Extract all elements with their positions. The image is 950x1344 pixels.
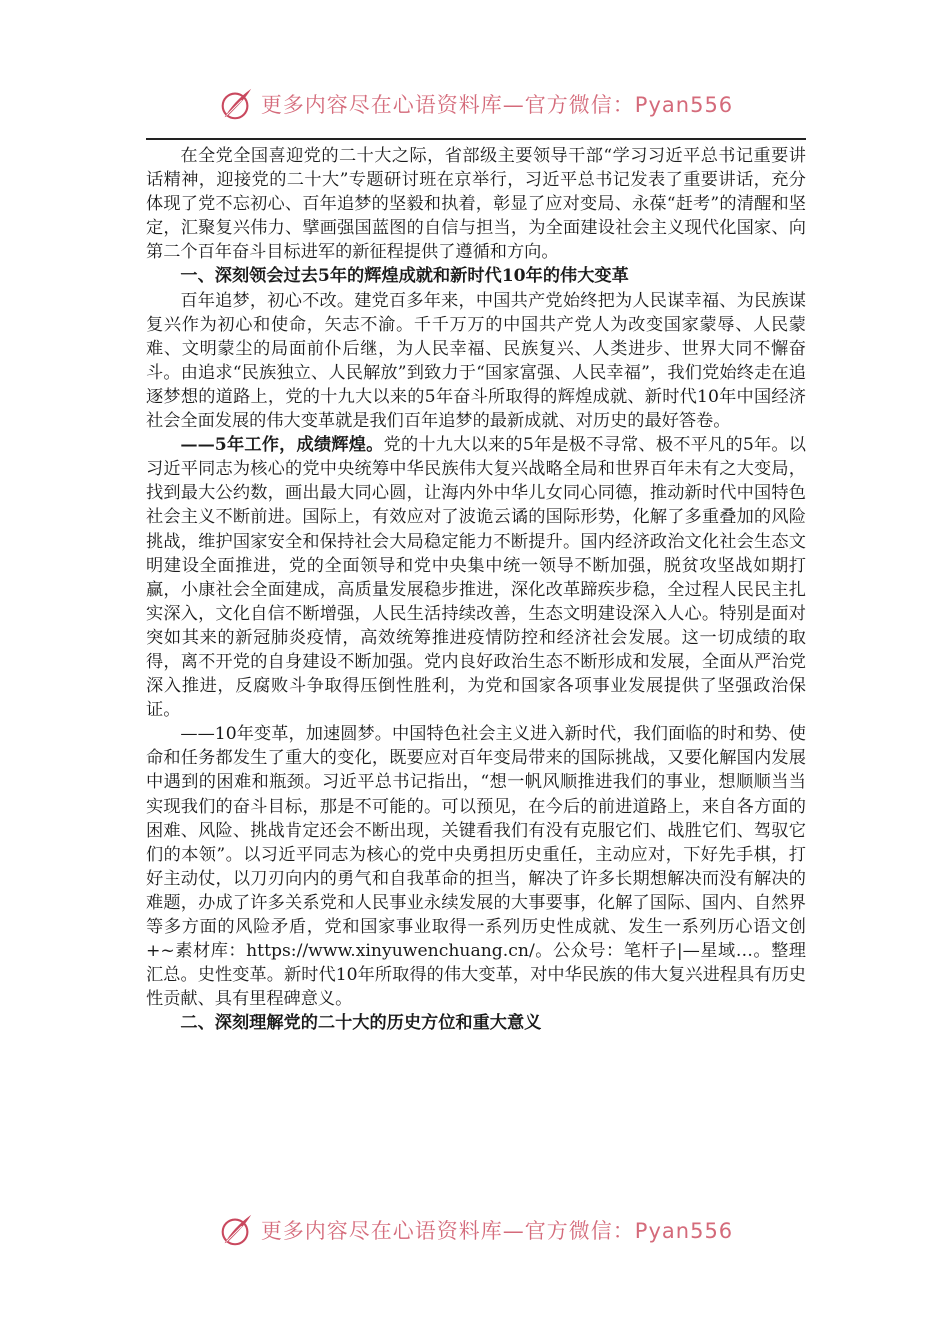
quill-logo-icon: [217, 1211, 255, 1249]
paragraph-2-lead: ——5年工作，成绩辉煌。: [180, 435, 384, 456]
paragraph-1: 百年追梦，初心不改。建党百多年来，中国共产党始终把为人民谋幸福、为民族谋复兴作为初心和使命，矢志不渝。千千万万的中国共产党人为改变国家蒙辱、人民蒙难、文明蒙尘的局面前仆后继，为人民幸福、民族复兴、人类进步、世界大同不懈奋斗。由追求“民族独立、人民解放”到致力于“国家富强、人民幸福”，我们党始终走在追逐梦想的道路上，党的十九大以来的5年奋斗所取得的辉煌成就、新时代10年中国经济社会全面发展的伟大变革就是我们百年追梦的最新成就、对历史的最好答卷。: [146, 290, 806, 432]
header-banner-text: 更多内容尽在心语资料库—官方微信：Pyan556: [260, 93, 734, 117]
article-body: [146, 144, 806, 1035]
section-heading-2: 二、深刻理解党的二十大的历史方位和重大意义: [180, 1013, 542, 1034]
header-banner: [0, 82, 950, 126]
paragraph-3: ——10年变革，加速圆梦。中国特色社会主义进入新时代，我们面临的时和势、使命和任务都发生了重大的变化，既要应对百年变局带来的国际挑战，又要化解国内发展中遇到的困难和瓶颈。习近平总书记指出，“想一帆风顺推进我们的事业，想顺顺当当实现我们的奋斗目标，那是不可能的。可以预见，在今后的前进道路上，来自各方面的困难、风险、挑战肯定还会不断出现，关键看我们有没有克服它们、战胜它们、驾驭它们的本领”。以习近平同志为核心的党中央勇担历史重任，主动应对，下好先手棋，打好主动仗，以刀刃向内的勇气和自我革命的担当，解决了许多长期想解决而没有解决的难题，办成了许多关系党和人民事业永续发展的大事要事，化解了国际、国内、自然界等多方面的风险矛盾，党和国家事业取得一系列历史性成就、发生一系列历心语文创+~素材库：https://www.xinyuwenchuang.cn/。公众号：笔杆子|—星域…。整理汇总。史性变革。新时代10年所取得的伟大变革，对中华民族的伟大复兴进程具有历史性贡献、具有里程碑意义。: [146, 724, 806, 1010]
section-heading-1: 一、深刻领会过去5年的辉煌成就和新时代10年的伟大变革: [180, 266, 629, 287]
footer-banner: [0, 1208, 950, 1252]
paragraph-2-body: 党的十九大以来的5年是极不寻常、极不平凡的5年。以习近平同志为核心的党中央统筹中华民族伟大复兴战略全局和世界百年未有之大变局，找到最大公约数，画出最大同心圆，让海内外中华儿女同心同德，推动新时代中国特色社会主义不断前进。国际上，有效应对了波诡云谲的国际形势，化解了多重叠加的风险挑战，维护国家安全和保持社会大局稳定能力不断提升。国内经济政治文化社会生态文明建设全面推进，党的全面领导和党中央集中统一领导不断加强，脱贫攻坚战如期打赢，小康社会全面建成，高质量发展稳步推进，深化改革蹄疾步稳，全过程人民民主扎实深入，文化自信不断增强，人民生活持续改善，生态文明建设深入人心。特别是面对突如其来的新冠肺炎疫情，高效统筹推进疫情防控和经济社会发展。这一切成绩的取得，离不开党的自身建设不断加强。党内良好政治生态不断形成和发展，全面从严治党深入推进，反腐败斗争取得压倒性胜利，为党和国家各项事业发展提供了坚强政治保证。: [146, 435, 806, 721]
footer-banner-text: 更多内容尽在心语资料库—官方微信：Pyan556: [260, 1219, 734, 1243]
intro-paragraph: 在全党全国喜迎党的二十大之际，省部级主要领导干部“学习习近平总书记重要讲话精神，迎接党的二十大”专题研讨班在京举行，习近平总书记发表了重要讲话，充分体现了党不忘初心、百年追梦的坚毅和执着，彰显了应对变局、永葆“赶考”的清醒和坚定，汇聚复兴伟力、擘画强国蓝图的自信与担当，为全面建设社会主义现代化国家、向第二个百年奋斗目标进军的新征程提供了遵循和方向。: [146, 146, 806, 263]
header-divider: [146, 138, 806, 140]
paragraph-2: [146, 433, 806, 722]
quill-logo-icon: [217, 85, 255, 123]
